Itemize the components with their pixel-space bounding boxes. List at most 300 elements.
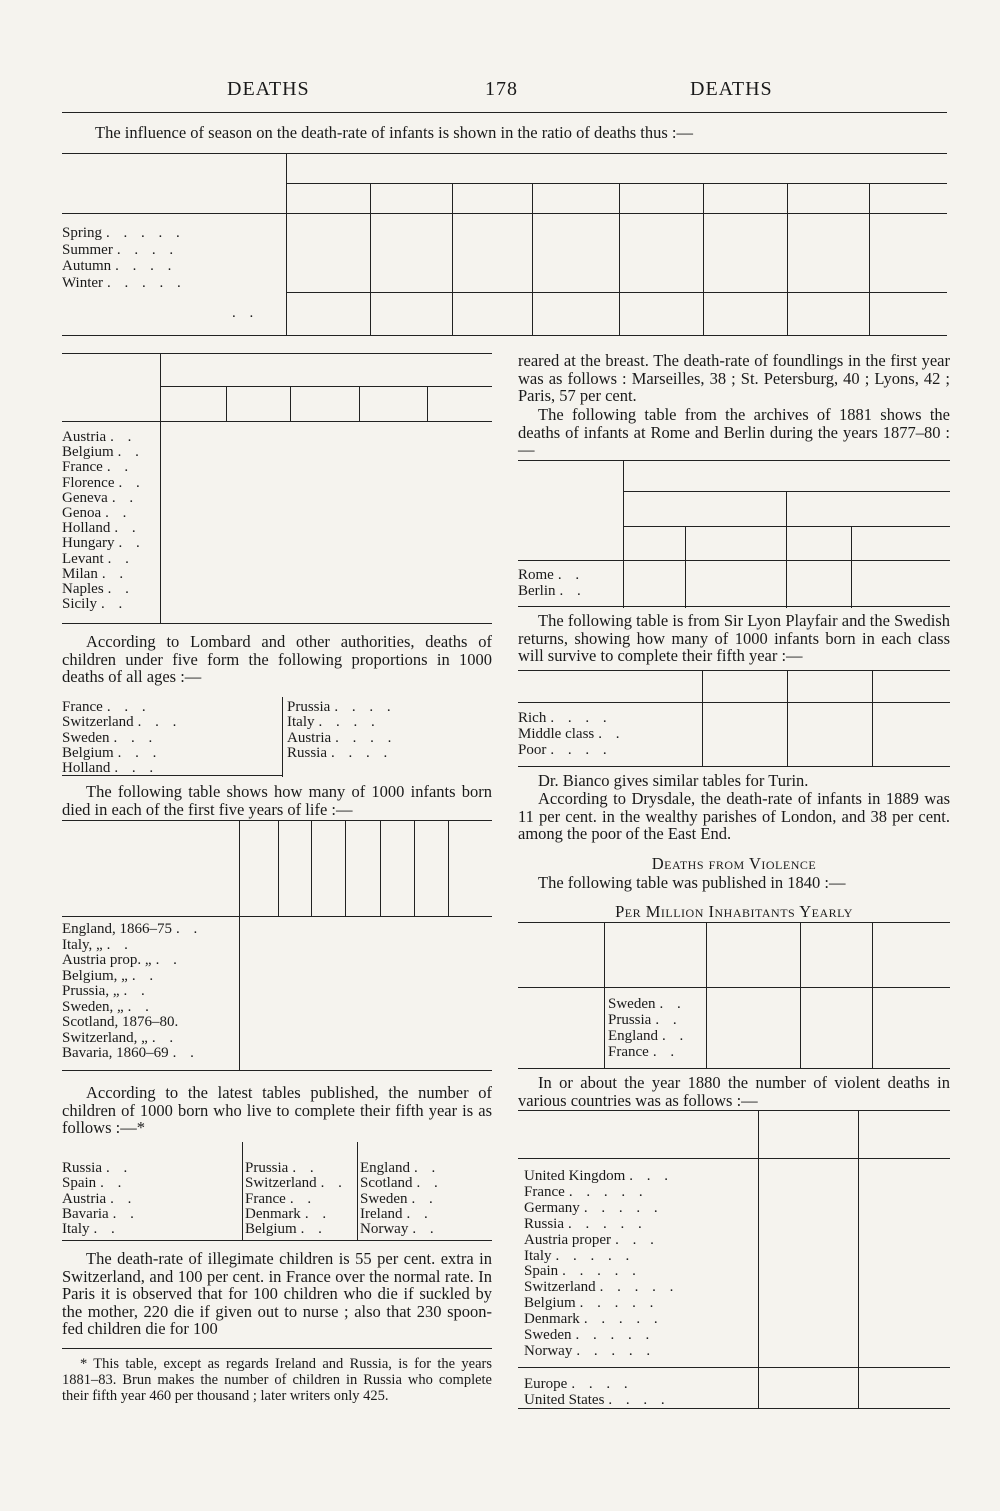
t5-row-label (518, 583, 618, 599)
column-divider (787, 183, 788, 335)
footnote: * This table, except as regards Ireland and Russia, is for the years 1881–83. Brun makes the number of children in Russia who complete their fifth year 460 per thousand ; later writers only 425. (62, 1356, 492, 1404)
column-divider (311, 820, 312, 916)
t3-row-label (62, 968, 237, 984)
column-divider (357, 1142, 358, 1240)
running-head-right: DEATHS (690, 78, 773, 100)
leader-dots: . . . . . (579, 1295, 659, 1312)
t2-row-label-label: Levant (62, 550, 104, 567)
table-rule (286, 183, 947, 184)
leader-dots: . . (411, 1190, 438, 1207)
t3-row-label-label: Bavaria, 1860–69 (62, 1045, 169, 1061)
leader-dots: . . (172, 1045, 199, 1061)
table-rule (518, 1408, 950, 1409)
leader-dots: . . (412, 1221, 439, 1238)
table-rule (62, 421, 492, 422)
t2-row-label (62, 475, 157, 491)
leader-dots: . . . . . (568, 1215, 647, 1232)
leader-dots: . . (289, 1190, 317, 1207)
t2-row-label-label: Florence (62, 474, 115, 491)
t2-row-label (62, 566, 157, 582)
t8-row-label (524, 1327, 754, 1343)
t3-row-label-label: Austria prop. „ (62, 952, 152, 968)
column-divider (278, 820, 279, 916)
table-rule (518, 987, 950, 988)
t2-row-label (62, 505, 157, 521)
t3-col-header-cell (448, 825, 492, 910)
table-rule (518, 1068, 950, 1069)
t1-row-label-label: Summer (62, 241, 113, 258)
table-rule (62, 335, 947, 336)
column-divider (290, 386, 291, 422)
leader-dots: . . (100, 1175, 127, 1192)
t8-row-label-label: Austria proper (524, 1231, 612, 1248)
t6-row-label-label: Rich (518, 710, 547, 726)
leader-dots: . . . . . (583, 1311, 663, 1328)
t4-label-label: Bavaria (62, 1205, 109, 1222)
table-rule (518, 922, 950, 923)
t4-label-label: Russia (62, 1160, 103, 1176)
column-divider (872, 922, 873, 1068)
t8-total-label (524, 1376, 754, 1392)
leader-dots: . . (111, 489, 139, 506)
lombard-right-label-label: Prussia (287, 699, 331, 715)
table-rule (518, 1367, 950, 1368)
leader-dots: . . . (117, 744, 162, 761)
table-rule (62, 916, 492, 917)
leader-dots: . . (118, 474, 145, 491)
t2-row-label (62, 520, 157, 536)
table-rule (286, 292, 947, 293)
t4-label (245, 1175, 347, 1192)
leader-dots: . . (662, 1028, 689, 1044)
t3-row-label (62, 952, 237, 968)
leader-dots: . . (320, 1175, 347, 1192)
lombard-left-label-label: Sweden (62, 729, 110, 746)
t4-label-label: Prussia (245, 1160, 289, 1176)
t3-col-header-cell (345, 825, 380, 910)
leader-dots: . . . . (571, 1376, 633, 1392)
t8-total-label (524, 1392, 754, 1408)
footnote-rule (62, 1348, 492, 1349)
column-divider (286, 153, 287, 335)
t3-row-label (62, 983, 237, 999)
t7-country-label: Sweden (608, 996, 656, 1012)
t4-label (360, 1160, 455, 1176)
leader-dots: . . (112, 1205, 139, 1222)
t1-row-label-label: Winter (62, 274, 104, 291)
column-divider (685, 526, 686, 608)
leader-dots: . . (105, 505, 132, 521)
leader-dots: . . . . (335, 729, 397, 746)
leader-dots: . . (123, 983, 150, 999)
lombard-right-label (287, 699, 457, 715)
t2-row-label (62, 490, 157, 506)
column-divider (448, 820, 449, 916)
leader-dots: . . . . . (107, 274, 186, 291)
table-rule (518, 1158, 950, 1159)
t4-label-label: Spain (62, 1175, 97, 1192)
column-divider (282, 697, 283, 777)
t2-row-label-label: Genoa (62, 505, 102, 521)
leader-dots: . . (107, 550, 134, 567)
t3-row-label (62, 999, 237, 1015)
t8-row-label (524, 1343, 754, 1359)
table-rule (518, 606, 950, 607)
column-divider (869, 183, 870, 335)
lombard-left-label-label: Switzerland (62, 714, 134, 731)
t2-row-label-label: Hungary (62, 535, 115, 552)
t4-label (360, 1175, 455, 1191)
t1-row-label (62, 225, 282, 241)
t2-row-label-label: Naples (62, 581, 104, 597)
t7-country-label: Prussia (608, 1012, 652, 1028)
t1-row-label-label: Autumn (62, 258, 112, 274)
illegitimate-text: The death-rate of illegimate children is 55 per cent. extra in Switzerland, and 100 per cent. in France over the normal rate. In Paris it is observed that for 100 children who die if suckled by the mother, 220 die if given out to nurse ; also that 230 spoon-fed children die for 100 (62, 1249, 492, 1338)
leader-dots: . . (110, 1190, 137, 1207)
leader-dots: . . . . . (576, 1342, 656, 1359)
t2-row-label-label: Holland (62, 520, 111, 537)
leader-dots: . . . (615, 1231, 659, 1248)
leader-dots: . . (110, 429, 137, 445)
column-divider (786, 491, 787, 608)
t3-row-label-label: Prussia, „ (62, 983, 120, 999)
t4-label-label: France (245, 1190, 286, 1207)
leader-dots: . . (117, 444, 144, 461)
table-rule (62, 213, 947, 214)
lombard-right-label (287, 745, 457, 761)
t4-label (62, 1221, 172, 1237)
leader-dots: . . (598, 726, 625, 742)
leader-dots: . . (106, 459, 134, 476)
t4-label (245, 1160, 325, 1176)
lombard-text: According to Lombard and other authorities, deaths of children under five form the following proportions in 1000 deaths of all ages :— (62, 632, 492, 686)
table-rule (62, 820, 492, 821)
table-rule (62, 1070, 492, 1071)
t4-label (360, 1206, 455, 1222)
lombard-left-label (62, 745, 232, 761)
leader-dots: . . (151, 1029, 179, 1046)
column-divider (800, 922, 801, 1068)
t8-row-label-label: Norway (524, 1342, 573, 1359)
column-divider (872, 670, 873, 766)
lombard-right-label-label: Austria (287, 729, 332, 746)
t8-row-label-label: Italy (524, 1247, 552, 1264)
leader-dots: . . . . . (599, 1279, 679, 1296)
leader-dots: . . (232, 305, 259, 321)
leader-dots: . . . . (318, 714, 380, 731)
t6-row-label (518, 726, 698, 742)
t4-label-label: Belgium (245, 1221, 297, 1238)
lombard-left-label-label: Belgium (62, 744, 114, 761)
leader-dots: . . . . (116, 241, 179, 258)
leader-dots: . . (155, 952, 182, 968)
column-divider (702, 670, 703, 766)
lombard-left-label (62, 714, 232, 730)
leader-dots: . . (557, 567, 585, 583)
column-divider (345, 820, 346, 916)
table-rule (62, 153, 947, 154)
archives-text: The following table from the archives of 1881 shows the deaths of infants at Rome and Berlin during the years 1877–80 :— (518, 405, 950, 459)
t6-row-label-label: Poor (518, 742, 547, 758)
leader-dots: . . . . . (568, 1183, 648, 1200)
t8-row-label (524, 1263, 754, 1279)
t4-label-label: Ireland (360, 1205, 403, 1222)
leader-dots: . . . . (331, 744, 393, 761)
t4-label (62, 1191, 172, 1207)
leader-dots: . . (93, 1221, 120, 1238)
column-divider (380, 820, 381, 916)
t3-row-label-label: Italy, „ (62, 936, 103, 953)
column-divider (858, 1110, 859, 1408)
t8-row-label (524, 1216, 754, 1232)
five-years-text: The following table shows how many of 1000 infants born died in each of the first five years of life :— (62, 782, 492, 819)
lombard-right-label (287, 730, 457, 746)
bianco-text: Dr. Bianco gives similar tables for Turin. (538, 771, 809, 790)
table-rule (518, 702, 950, 703)
leader-dots: . . (406, 1205, 433, 1222)
leader-dots: . . . (137, 714, 182, 731)
t2-row-label-label: Milan (62, 565, 98, 582)
leader-dots: . . (292, 1160, 319, 1176)
leader-dots: . . (652, 1044, 680, 1060)
column-divider (623, 460, 624, 608)
leader-dots: . . . . . (555, 1247, 635, 1264)
column-divider (787, 670, 788, 766)
latest-text: According to the latest tables published, the number of children of 1000 born who live to complete their fifth year is as follows :—* (62, 1083, 492, 1137)
t8-total-label-label: Europe (524, 1376, 568, 1392)
t2-row-label (62, 429, 157, 445)
year-1880-text: In or about the year 1880 the number of violent deaths in various countries was as follows :— (518, 1073, 950, 1110)
t8-row-label-label: Germany (524, 1199, 580, 1216)
t8-row-label (524, 1295, 754, 1311)
t4-label-label: Italy (62, 1221, 90, 1238)
t8-row-label (524, 1279, 754, 1295)
lombard-left-label (62, 699, 232, 715)
leader-dots: . . (106, 1160, 133, 1176)
t2-row-label (62, 459, 157, 475)
table-rule (518, 460, 950, 461)
column-divider (703, 183, 704, 335)
leader-dots: . . (106, 936, 133, 953)
t3-row-label-label: Scotland, 1876–80. (62, 1014, 179, 1030)
t1-row-label (62, 258, 282, 274)
table-rule (518, 560, 950, 561)
t8-row-label-label: Sweden (524, 1327, 572, 1343)
leader-dots: . . . (114, 760, 159, 777)
leader-dots: . . . . (115, 258, 177, 274)
t8-row-label (524, 1200, 754, 1216)
t3-col-header-cell (239, 825, 278, 910)
t2-row-label (62, 596, 157, 612)
t8-row-label-label: Spain (524, 1263, 559, 1280)
leader-dots: . . (559, 583, 586, 599)
t7-country (608, 1044, 703, 1060)
t4-label-label: Austria (62, 1190, 107, 1207)
t3-row-label (62, 921, 237, 937)
t7-country (608, 1012, 703, 1028)
leader-dots: . . . . . (106, 225, 185, 241)
table-rule (62, 353, 492, 354)
t3-col-header-cell (414, 825, 448, 910)
t2-row-label (62, 535, 157, 551)
column-divider (370, 183, 371, 335)
t2-row-label-label: France (62, 459, 103, 476)
t4-label (245, 1205, 332, 1222)
t8-row-label (524, 1184, 754, 1200)
t3-col-header-cell (311, 825, 345, 910)
t8-row-label-label: Switzerland (524, 1279, 596, 1296)
t1-row-label (62, 242, 282, 258)
t2-row-label (62, 551, 157, 567)
t8-row-label (524, 1311, 754, 1327)
t1-row-label (62, 275, 282, 291)
t4-label (62, 1175, 172, 1191)
column-divider (452, 183, 453, 335)
leader-dots: . . . . . (583, 1199, 663, 1216)
column-divider (604, 922, 605, 1068)
leader-dots: . . . (106, 699, 151, 715)
leader-dots: . . . . . (575, 1327, 655, 1343)
leader-dots: . . . . (334, 699, 396, 715)
leader-dots: . . (107, 581, 134, 597)
t4-label-label: Scotland (360, 1175, 413, 1192)
leader-dots: . . (127, 998, 154, 1015)
leader-dots: . . (655, 1012, 682, 1028)
t5-row-label-label: Rome (518, 567, 554, 583)
t4-label-label: Switzerland (245, 1175, 317, 1192)
column-divider (427, 386, 428, 422)
leader-dots: . . . (629, 1168, 673, 1184)
leader-dots: . . . . (550, 742, 612, 758)
t8-row-label-label: France (524, 1183, 565, 1200)
t3-row-label (62, 1014, 237, 1030)
t6-row-label (518, 742, 698, 758)
leader-dots: . . (300, 1221, 327, 1238)
t3-row-label (62, 1030, 237, 1046)
column-divider (532, 183, 533, 335)
leader-dots: . . (414, 1160, 441, 1176)
t6-row-label (518, 710, 698, 726)
column-divider (619, 183, 620, 335)
leader-dots: . . (659, 996, 686, 1012)
t8-total-label-label: United States (524, 1392, 605, 1408)
t8-row-label (524, 1232, 754, 1248)
t4-label (360, 1221, 455, 1237)
t3-row-label-label: Belgium, „ (62, 967, 128, 984)
t7-country-label: England (608, 1028, 658, 1044)
intro-text: The influence of season on the death-rate of infants is shown in the ratio of deaths thus :— (95, 123, 693, 142)
header-rule (62, 112, 947, 113)
lombard-right-label-label: Italy (287, 714, 315, 731)
table-rule (62, 775, 282, 776)
lombard-left-label (62, 760, 232, 776)
t3-col-header-cell (278, 825, 311, 910)
t2-row-label-label: Sicily (62, 596, 98, 613)
leader-dots: . . . . . (562, 1263, 641, 1280)
t3-row-label-label: Switzerland, „ (62, 1029, 148, 1046)
t8-row-label-label: United Kingdom (524, 1168, 626, 1184)
violence-heading: Deaths from Violence (651, 854, 817, 873)
t7-country (608, 996, 703, 1012)
lombard-left-label-label: Holland (62, 760, 111, 777)
column-divider (414, 820, 415, 916)
t5-row-label (518, 567, 618, 583)
table-rule (62, 623, 492, 624)
leader-dots: . . . . (550, 710, 612, 726)
t4-label-label: Norway (360, 1221, 409, 1238)
column-divider (359, 386, 360, 422)
violence-subheading: Per Million Inhabitants Yearly (615, 902, 853, 921)
column-divider (758, 1110, 759, 1408)
leader-dots: . . . . (608, 1392, 670, 1408)
page-number: 178 (485, 78, 518, 100)
leader-dots: . . . (113, 729, 158, 746)
column-divider (851, 526, 852, 608)
table-rule (62, 1240, 492, 1241)
t2-row-label-label: Geneva (62, 489, 108, 506)
playfair-text: The following table is from Sir Lyon Playfair and the Swedish returns, showing how many of 1000 infants born in each class will survive to complete their fifth year :— (518, 611, 950, 665)
t4-label (245, 1221, 325, 1237)
table-rule (518, 1110, 950, 1111)
leader-dots: . . (114, 520, 141, 537)
t2-row-label-label: Belgium (62, 444, 114, 461)
drysdale-text: According to Drysdale, the death-rate of infants in 1889 was 11 per cent. in the wealthy parishes of London, and 38 per cent. among the poor of the East End. (518, 789, 950, 843)
t4-label-label: Sweden (360, 1190, 408, 1207)
t8-row-label-label: Denmark (524, 1311, 580, 1328)
t4-label (245, 1191, 325, 1207)
t3-row-label-label: England, 1866–75 (62, 921, 172, 937)
t3-row-label (62, 1045, 237, 1061)
t5-row-label-label: Berlin (518, 583, 556, 599)
lombard-right-label-label: Russia (287, 744, 328, 761)
t8-row-label (524, 1168, 754, 1184)
t7-country (608, 1028, 703, 1044)
t8-row-label (524, 1248, 754, 1264)
foundlings-text: reared at the breast. The death-rate of foundlings in the first year was as follows : Marseilles, 38 ; St. Petersburg, 40 ; Lyons, 42 ; Paris, 57 per cent. (518, 351, 950, 405)
t6-row-label-label: Middle class (518, 726, 595, 742)
leader-dots: . . (416, 1175, 443, 1192)
t3-col-header-cell (380, 825, 414, 910)
column-divider (706, 922, 707, 1068)
lombard-right-label (287, 714, 457, 730)
t2-row-label-label: Austria (62, 429, 107, 445)
column-divider (242, 1142, 243, 1240)
column-divider (226, 386, 227, 422)
leader-dots: . . (118, 535, 145, 552)
t1-row-label-label: Spring (62, 225, 103, 241)
t3-row-label-label: Sweden, „ (62, 998, 124, 1015)
t3-row-label (62, 937, 237, 953)
column-divider (160, 353, 161, 623)
leader-dots: . . (131, 967, 159, 984)
table-rule (623, 526, 950, 527)
t4-label-label: England (360, 1160, 410, 1176)
t2-row-label (62, 581, 157, 597)
leader-dots: . . (304, 1205, 332, 1222)
table-rule (518, 670, 950, 671)
t8-row-label-label: Russia (524, 1215, 565, 1232)
lombard-left-label-label: France (62, 699, 103, 715)
t2-row-label (62, 444, 157, 460)
table-rule (160, 386, 492, 387)
violence-text: The following table was published in 1840 :— (538, 873, 846, 892)
t4-label (360, 1191, 455, 1207)
leader-dots: . . (101, 565, 129, 582)
t4-label (62, 1206, 172, 1222)
running-head-left: DEATHS (227, 78, 310, 100)
t4-label (62, 1160, 172, 1176)
lombard-left-label (62, 730, 232, 746)
